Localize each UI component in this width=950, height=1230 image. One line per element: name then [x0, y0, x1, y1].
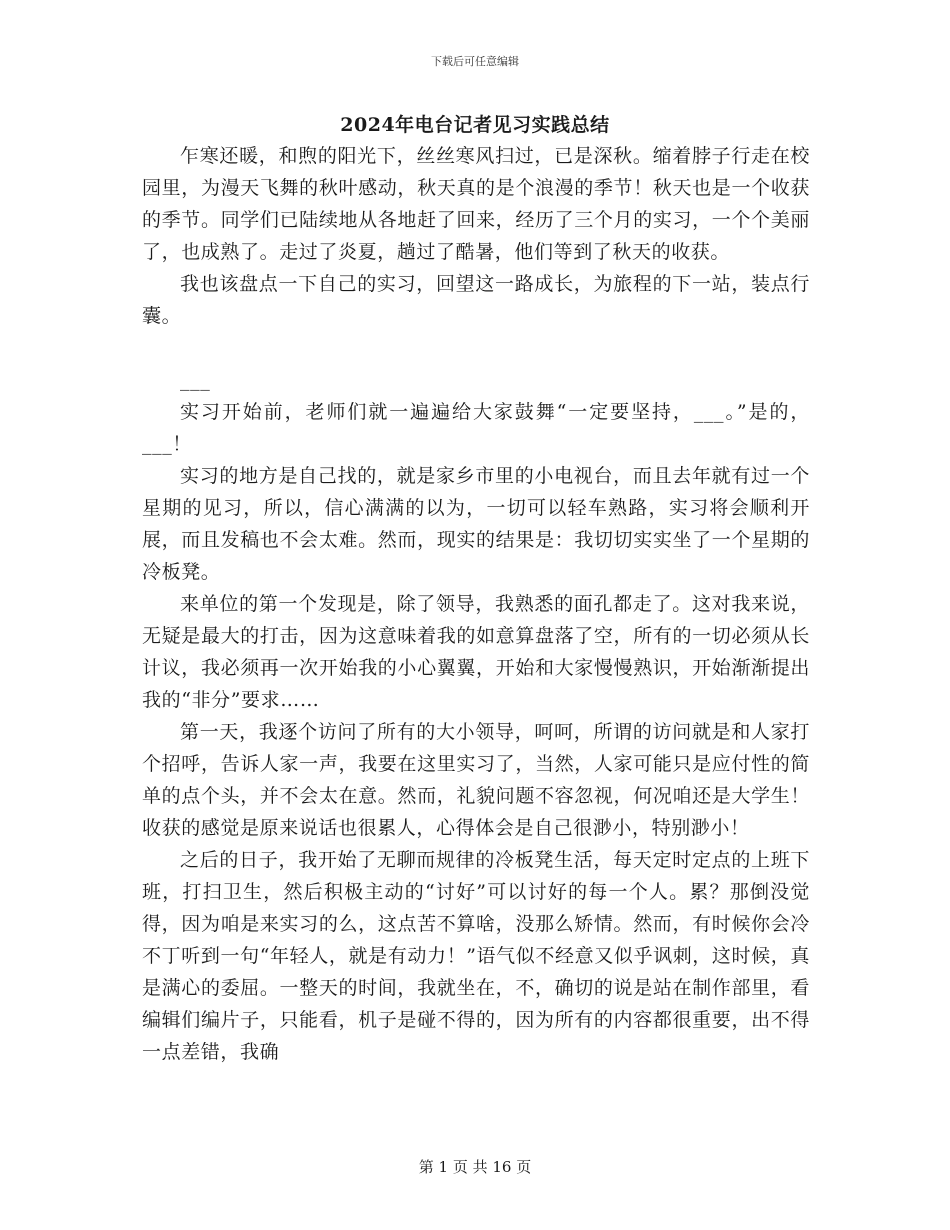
paragraph-3: 实习开始前，老师们就一遍遍给大家鼓舞“一定要坚持，___。”是的，___！ — [142, 401, 810, 455]
paragraph-2: 我也该盘点一下自己的实习，回望这一路成长，为旅程的下一站，装点行囊。 — [142, 273, 810, 327]
paragraph-blank-heading: ___ — [180, 369, 211, 391]
paragraph-6: 第一天，我逐个访问了所有的大小领导，呵呵，所谓的访问就是和人家打个招呼，告诉人家一声，我要在这里实习了，当然，人家可能只是应付性的简单的点个头，并不会太在意。然而，礼貌问题不容忽视，何况咱还是大学生！收获的感觉是原来说话也很累人，心得体会是自己很渺小，特别渺小！ — [142, 721, 810, 839]
paragraph-5: 来单位的第一个发现是，除了领导，我熟悉的面孔都走了。这对我来说，无疑是最大的打击，因为这意味着我的如意算盘落了空，所有的一切必须从长计议，我必须再一次开始我的小心翼翼，开始和大家慢慢熟识，开始渐渐提出我的“非分”要求…… — [142, 593, 810, 711]
document-body — [142, 140, 810, 1068]
paragraph-7: 之后的日子，我开始了无聊而规律的冷板凳生活，每天定时定点的上班下班，打扫卫生，然后积极主动的“讨好”可以讨好的每一个人。累？那倒没觉得，因为咱是来实习的么，这点苦不算啥，没那么矫情。然而，有时候你会冷不丁听到一句“年轻人，就是有动力！”语气似不经意又似乎讽刺，这时候，真是满心的委屈。一整天的时间，我就坐在，不，确切的说是站在制作部里，看编辑们编片子，只能看，机子是碰不得的，因为所有的内容都很重要，出不得一点差错，我确 — [142, 849, 810, 1063]
document-title: 2024年电台记者见习实践总结 — [340, 114, 610, 136]
paragraph-4: 实习的地方是自己找的，就是家乡市里的小电视台，而且去年就有过一个星期的见习，所以，信心满满的以为，一切可以轻车熟路，实习将会顺利开展，而且发稿也不会太难。然而，现实的结果是：我切切实实坐了一个星期的冷板凳。 — [142, 465, 810, 583]
blank-line — [142, 332, 810, 364]
paragraph-1: 乍寒还暖，和煦的阳光下，丝丝寒风扫过，已是深秋。缩着脖子行走在校园里，为漫天飞舞的秋叶感动，秋天真的是个浪漫的季节！秋天也是一个收获的季节。同学们已陆续地从各地赶了回来，经历了三个月的实习，一个个美丽了，也成熟了。走过了炎夏，趟过了酷暑，他们等到了秋天的收获。 — [142, 145, 810, 263]
page-footer-number: 第 1 页 共 16 页 — [418, 1158, 532, 1176]
page-header-note: 下载后可任意编辑 — [431, 55, 519, 68]
